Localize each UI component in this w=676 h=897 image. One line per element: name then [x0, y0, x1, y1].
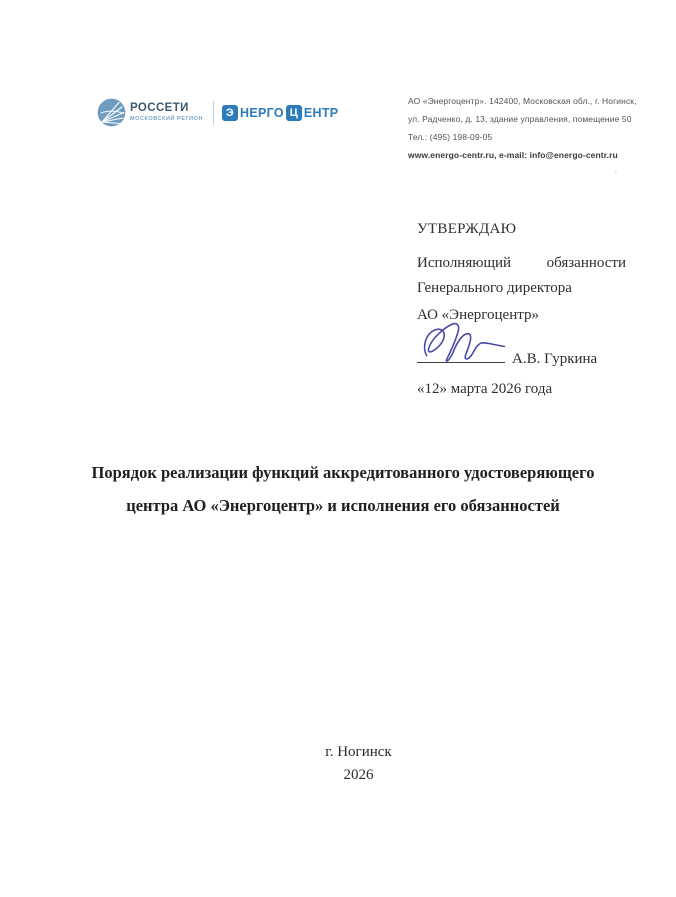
rosseti-name: РОССЕТИ [130, 102, 189, 114]
rosseti-logo [97, 98, 203, 127]
address-line-company: АО «Энергоцентр». 142400, Московская обл., г. Ногинск, [408, 96, 637, 106]
energocentr-letter-box-ts: Ц [286, 105, 302, 121]
document-title [70, 456, 616, 522]
scan-artifact-mark: ' [615, 170, 617, 180]
address-line-street: ул. Радченко, д. 13, здание управления, помещение 50 [408, 114, 632, 124]
document-title-line2: центра АО «Энергоцентр» и исполнения его обязанностей [126, 496, 560, 515]
signature-name: А.В. Гуркина [512, 351, 598, 367]
footer-city: г. Ногинск [325, 744, 392, 760]
energocentr-text-entr: ЕНТР [303, 105, 339, 120]
energocentr-letter-box-e: Э [222, 105, 238, 121]
rosseti-wordmark [130, 103, 203, 122]
approval-date: «12» марта 2026 года [417, 381, 553, 397]
footer-block [97, 741, 620, 787]
company-address-block [408, 92, 643, 164]
approval-position-line1: Исполняющий обязанности [417, 255, 626, 271]
signature-line [417, 345, 505, 363]
logo-divider [213, 101, 214, 125]
approval-position-line2: Генерального директора [417, 280, 572, 296]
address-line-web-email: www.energo-centr.ru, e-mail: info@energo-centr.ru [408, 150, 618, 160]
footer-year: 2026 [343, 767, 374, 783]
approval-heading: УТВЕРЖДАЮ [417, 221, 517, 237]
energocentr-logo [222, 105, 340, 121]
energocentr-text-nergo: НЕРГО [240, 105, 284, 120]
globe-power-lines-icon [97, 98, 126, 127]
address-line-phone: Тел.: (495) 198-09-05 [408, 132, 493, 142]
document-title-line1: Порядок реализации функций аккредитованного удостоверяющего [91, 463, 595, 482]
rosseti-region-subtitle: МОСКОВСКИЙ РЕГИОН [130, 115, 203, 122]
header-logos [97, 98, 340, 127]
signature-row [417, 345, 626, 367]
approval-block [417, 221, 626, 400]
approval-company: АО «Энергоцентр» [417, 307, 539, 323]
